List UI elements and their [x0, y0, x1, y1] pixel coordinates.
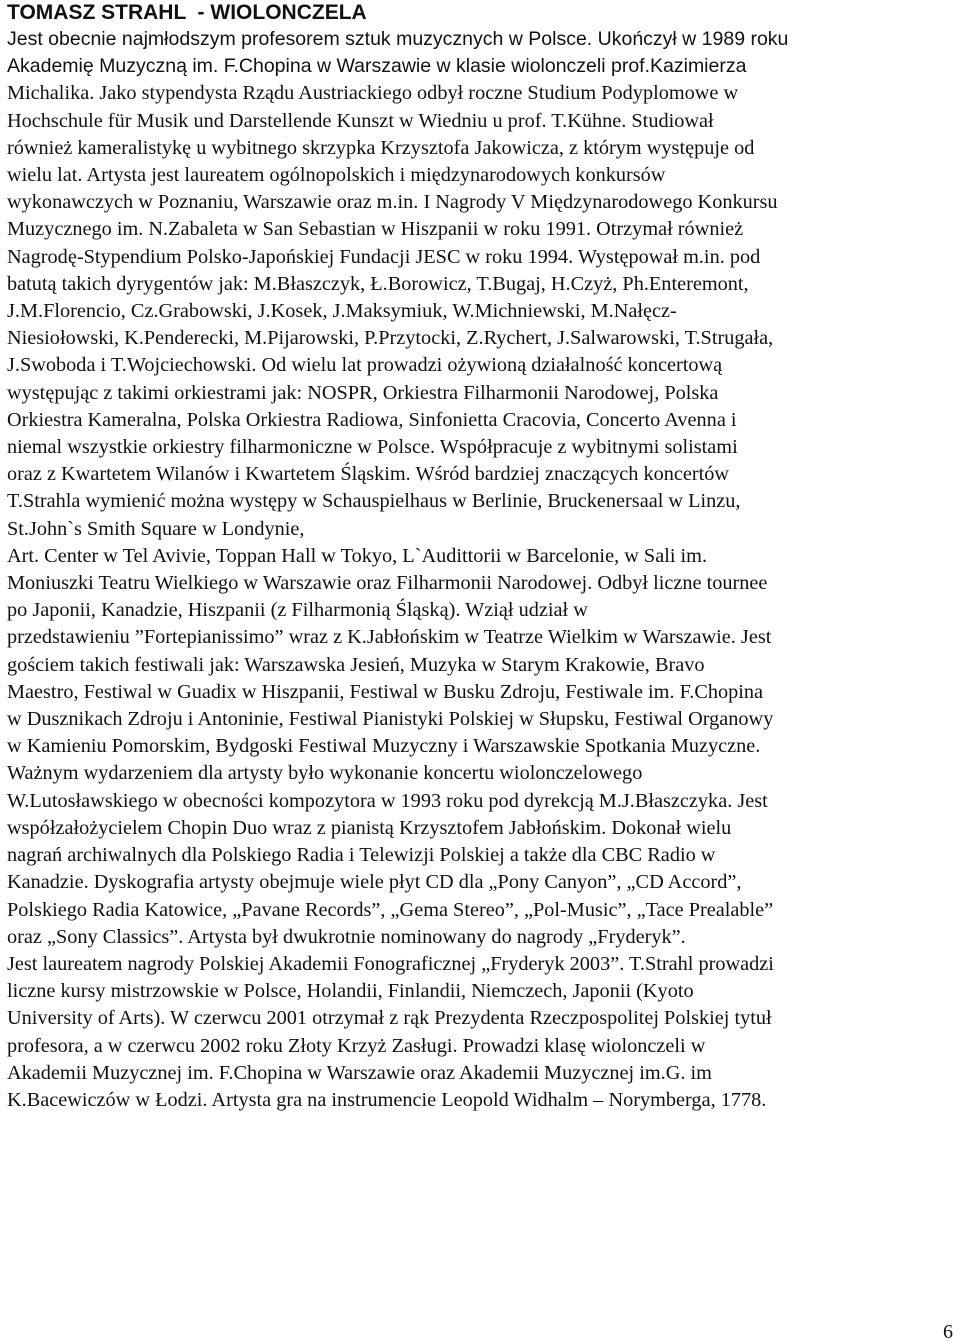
text-line: University of Arts). W czerwcu 2001 otrzymał z rąk Prezydenta Rzeczpospolitej Polskiej tytuł [7, 1007, 772, 1030]
text-line: Polskiego Radia Katowice, „Pavane Records”, „Gema Stereo”, „Pol-Music”, „Tace Prealable” [7, 898, 774, 921]
text-line: Maestro, Festiwal w Guadix w Hiszpanii, Festiwal w Busku Zdroju, Festiwale im. F.Chopina [7, 680, 764, 703]
text-line: K.Bacewiczów w Łodzi. Artysta gra na instrumencie Leopold Widhalm – Norymberga, 1778. [7, 1088, 767, 1111]
text-line: wykonawczych w Poznaniu, Warszawie oraz m.in. I Nagrody V Międzynarodowego Konkursu [7, 191, 778, 214]
text-line: Akademię Muzyczną im. F.Chopina w Warszawie w klasie wiolonczeli prof.Kazimierza [7, 55, 747, 78]
text-line: Moniuszki Teatru Wielkiego w Warszawie oraz Filharmonii Narodowej. Odbył liczne tournee [7, 572, 768, 595]
text-line: oraz „Sony Classics”. Artysta był dwukrotnie nominowany do nagrody „Fryderyk”. [7, 925, 686, 948]
text-line: liczne kursy mistrzowskie w Polsce, Holandii, Finlandii, Niemczech, Japonii (Kyoto [7, 980, 694, 1003]
text-line: Ważnym wydarzeniem dla artysty było wykonanie koncertu wiolonczelowego [7, 762, 643, 785]
text-line: nagrań archiwalnych dla Polskiego Radia i Telewizji Polskiej a także dla CBC Radio w [7, 844, 716, 867]
document-title: TOMASZ STRAHL - WIOLONCZELA [7, 1, 367, 24]
text-line: Kanadzie. Dyskografia artysty obejmuje wiele płyt CD dla „Pony Canyon”, „CD Accord”, [7, 871, 742, 894]
text-line: batutą takich dyrygentów jak: M.Błaszczyk, Ł.Borowicz, T.Bugaj, H.Czyż, Ph.Enteremont, [7, 272, 749, 295]
text-line: W.Lutosławskiego w obecności kompozytora w 1993 roku pod dyrekcją M.J.Błaszczyka. Jest [7, 789, 768, 812]
text-line: Niesiołowski, K.Penderecki, M.Pijarowski, P.Przytocki, Z.Rychert, J.Salwarowski, T.Strugała, [7, 327, 774, 350]
text-line: Jest obecnie najmłodszym profesorem sztuk muzycznych w Polsce. Ukończył w 1989 roku [7, 28, 789, 50]
text-line: Orkiestra Kameralna, Polska Orkiestra Radiowa, Sinfonietta Cracovia, Concerto Avenna i [7, 408, 737, 431]
text-line: J.Swoboda i T.Wojciechowski. Od wielu lat prowadzi ożywioną działalność koncertową [7, 354, 723, 377]
text-line: przedstawieniu ”Fortepianissimo” wraz z K.Jabłońskim w Teatrze Wielkim w Warszawie. Jest [7, 626, 772, 649]
text-line: w Dusznikach Zdroju i Antoninie, Festiwal Pianistyki Polskiej w Słupsku, Festiwal Organowy [7, 708, 774, 731]
text-line: oraz z Kwartetem Wilanów i Kwartetem Śląskim. Wśród bardziej znaczących koncertów [7, 463, 730, 486]
text-line: występując z takimi orkiestrami jak: NOSPR, Orkiestra Filharmonii Narodowej, Polska [7, 381, 719, 404]
text-line: współzałożycielem Chopin Duo wraz z pianistą Krzysztofem Jabłońskim. Dokonał wielu [7, 816, 732, 839]
text-line: wielu lat. Artysta jest laureatem ogólnopolskich i międzynarodowych konkursów [7, 164, 666, 187]
text-line: profesora, a w czerwcu 2002 roku Złoty Krzyż Zasługi. Prowadzi klasę wiolonczeli w [7, 1034, 706, 1057]
text-line: gościem takich festiwali jak: Warszawska Jesień, Muzyka w Starym Krakowie, Bravo [7, 653, 705, 676]
text-line: w Kamieniu Pomorskim, Bydgoski Festiwal Muzyczny i Warszawskie Spotkania Muzyczne. [7, 735, 761, 758]
text-line: Nagrodę-Stypendium Polsko-Japońskiej Fundacji JESC w roku 1994. Występował m.in. pod [7, 245, 761, 268]
text-line: Hochschule für Musik und Darstellende Kunszt w Wiedniu u prof. T.Kühne. Studiował [7, 109, 714, 132]
text-line: J.M.Florencio, Cz.Grabowski, J.Kosek, J.Maksymiuk, W.Michniewski, M.Nałęcz- [7, 300, 677, 323]
text-line: Art. Center w Tel Avivie, Toppan Hall w Tokyo, L`Audittorii w Barcelonie, w Sali im. [7, 544, 708, 567]
text-line: Akademii Muzycznej im. F.Chopina w Warszawie oraz Akademii Muzycznej im.G. im [7, 1061, 712, 1084]
text-line: niemal wszystkie orkiestry filharmoniczne w Polsce. Współpracuje z wybitnymi solistami [7, 436, 738, 459]
page-number: 6 [943, 1321, 953, 1343]
text-line: po Japonii, Kanadzie, Hiszpanii (z Filharmonią Śląską). Wziął udział w [7, 599, 588, 622]
text-line: T.Strahla wymienić można występy w Schauspielhaus w Berlinie, Bruckenersaal w Linzu, [7, 490, 741, 513]
text-line: Jest laureatem nagrody Polskiej Akademii Fonograficznej „Fryderyk 2003”. T.Strahl prowadzi [7, 952, 774, 975]
text-line: Michalika. Jako stypendysta Rządu Austriackiego odbył roczne Studium Podyplomowe w [7, 82, 739, 105]
text-line: również kameralistykę u wybitnego skrzypka Krzysztofa Jakowicza, z którym występuje od [7, 136, 755, 159]
text-line: Muzycznego im. N.Zabaleta w San Sebastian w Hiszpanii w roku 1991. Otrzymał również [7, 218, 744, 241]
biography-text [7, 26, 953, 1114]
text-line: St.John`s Smith Square w Londynie, [7, 517, 305, 540]
